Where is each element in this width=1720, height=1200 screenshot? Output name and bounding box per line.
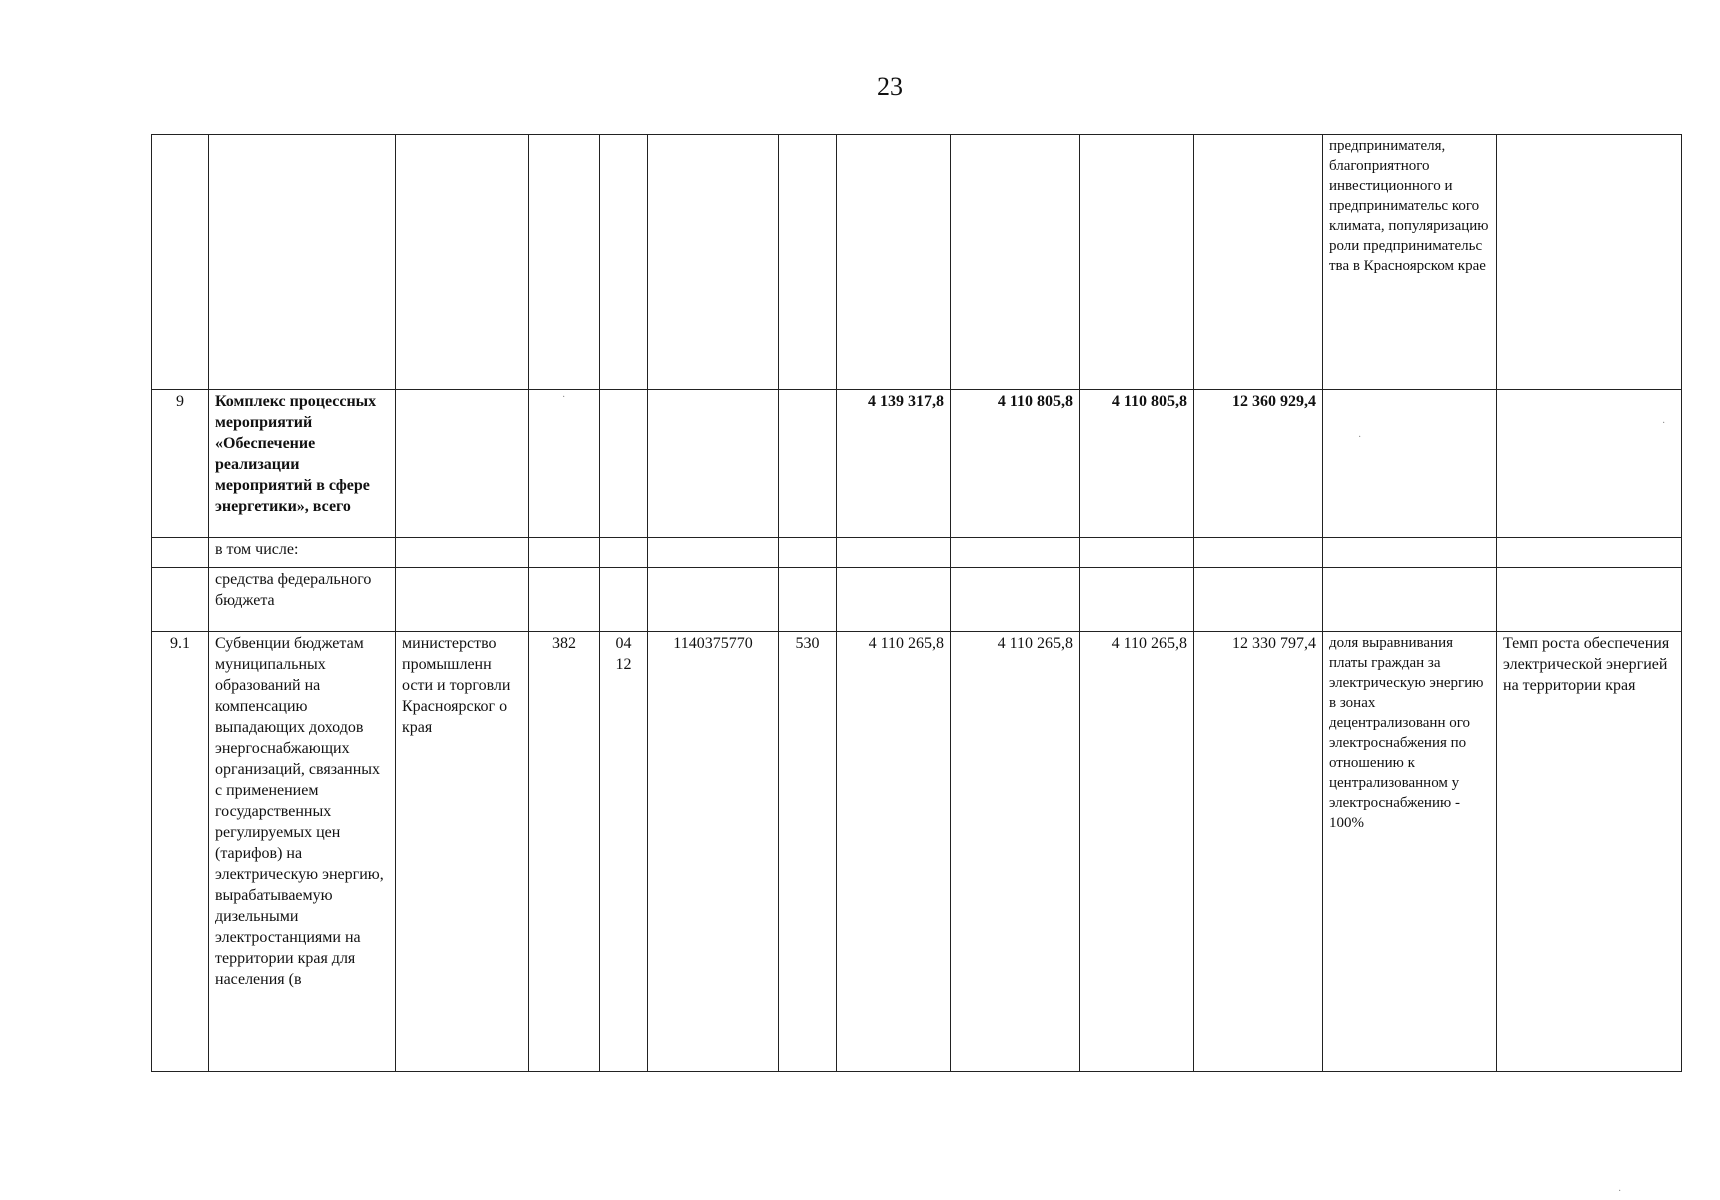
cell-year-3: 4 110 265,8 [1080, 632, 1194, 1072]
cell-executor [396, 568, 529, 632]
cell-rzpr: 04 12 [600, 632, 648, 1072]
table-row-9 [152, 390, 1682, 538]
cell-indicator [1497, 390, 1682, 538]
table-row-continuation [152, 135, 1682, 390]
cell-indicator: Темп роста обеспечения электрической энергией на территории края [1497, 632, 1682, 1072]
cell-year-1 [837, 538, 951, 568]
scan-speck: · [562, 392, 566, 403]
page-number: 23 [877, 72, 903, 101]
cell-executor: министерство промышленн ости и торговли Красноярског о края [396, 632, 529, 1072]
cell-result [1323, 538, 1497, 568]
cell-total [1194, 568, 1323, 632]
cell-year-1 [837, 568, 951, 632]
cell-result: предпринимателя, благоприятного инвестиционного и предпринимательс кого климата, популяризацию роли предпринимательс тва в Красноярском крае [1323, 135, 1497, 390]
cell-year-1 [837, 135, 951, 390]
cell-year-2 [951, 135, 1080, 390]
cell-year-3 [1080, 538, 1194, 568]
cell-name: средства федерального бюджета [209, 568, 396, 632]
cell-indicator [1497, 538, 1682, 568]
cell-num: 9.1 [152, 632, 209, 1072]
cell-grbs [529, 390, 600, 538]
table-row-9-1 [152, 632, 1682, 1072]
cell-year-3 [1080, 135, 1194, 390]
cell-csr [648, 390, 779, 538]
cell-total: 12 330 797,4 [1194, 632, 1323, 1072]
cell-year-2 [951, 538, 1080, 568]
cell-grbs [529, 568, 600, 632]
cell-grbs: 382 [529, 632, 600, 1072]
table-row-including [152, 538, 1682, 568]
cell-vr: 530 [779, 632, 837, 1072]
cell-num [152, 135, 209, 390]
cell-year-3 [1080, 568, 1194, 632]
cell-csr [648, 568, 779, 632]
cell-result [1323, 568, 1497, 632]
cell-executor [396, 538, 529, 568]
program-table [151, 134, 1682, 1072]
cell-name [209, 135, 396, 390]
cell-executor [396, 135, 529, 390]
scan-speck: · [1618, 1186, 1622, 1197]
cell-name: Субвенции бюджетам муниципальных образований на компенсацию выпадающих доходов энергоснабжающих организаций, связанных с применением государственных регулируемых цен (тарифов) на электрическую энергию, вырабатываемую дизельными электростанциями на территории края для населения (в [209, 632, 396, 1072]
cell-total [1194, 135, 1323, 390]
cell-rzpr [600, 568, 648, 632]
cell-csr [648, 135, 779, 390]
cell-year-1: 4 110 265,8 [837, 632, 951, 1072]
scan-speck: · [1662, 418, 1666, 429]
cell-result: доля выравнивания платы граждан за электрическую энергию в зонах децентрализованн ого электроснабжения по отношению к централизованном у электроснабжению - 100% [1323, 632, 1497, 1072]
cell-csr [648, 538, 779, 568]
cell-num [152, 568, 209, 632]
cell-total [1194, 538, 1323, 568]
scan-speck: · [1358, 432, 1362, 443]
cell-indicator [1497, 568, 1682, 632]
cell-grbs [529, 135, 600, 390]
cell-rzpr [600, 538, 648, 568]
cell-vr [779, 568, 837, 632]
cell-csr: 1140375770 [648, 632, 779, 1072]
cell-year-2 [951, 568, 1080, 632]
cell-vr [779, 135, 837, 390]
cell-vr [779, 538, 837, 568]
cell-vr [779, 390, 837, 538]
cell-rzpr [600, 390, 648, 538]
cell-num: 9 [152, 390, 209, 538]
cell-name: Комплекс процессных мероприятий «Обеспечение реализации мероприятий в сфере энергетики», всего [209, 390, 396, 538]
cell-result [1323, 390, 1497, 538]
cell-executor [396, 390, 529, 538]
table-row-federal [152, 568, 1682, 632]
cell-grbs [529, 538, 600, 568]
cell-year-2: 4 110 805,8 [951, 390, 1080, 538]
cell-year-1: 4 139 317,8 [837, 390, 951, 538]
cell-year-3: 4 110 805,8 [1080, 390, 1194, 538]
cell-name: в том числе: [209, 538, 396, 568]
cell-year-2: 4 110 265,8 [951, 632, 1080, 1072]
cell-rzpr [600, 135, 648, 390]
cell-total: 12 360 929,4 [1194, 390, 1323, 538]
cell-indicator [1497, 135, 1682, 390]
cell-num [152, 538, 209, 568]
